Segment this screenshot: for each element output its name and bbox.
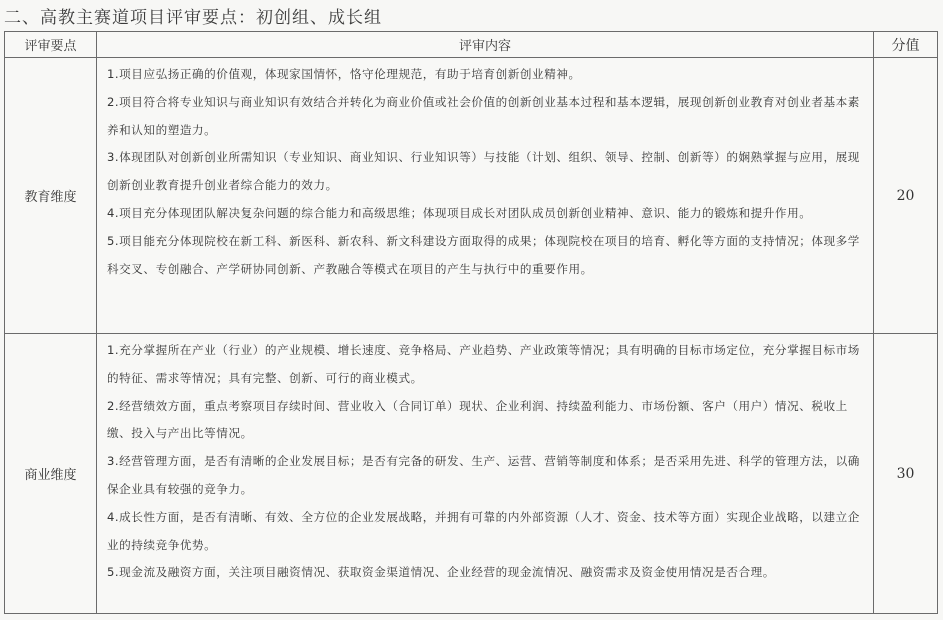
header-criteria: 评审要点	[5, 32, 97, 58]
criteria-item: 1.充分掌握所在产业（行业）的产业规模、增长速度、竞争格局、产业趋势、产业政策等情况；具有明确的目标市场定位，充分掌握目标市场的特征、需求等情况；具有完整、创新、可行的商业模式。	[107, 343, 860, 385]
criteria-item: 4.成长性方面，是否有清晰、有效、全方位的企业发展战略，并拥有可靠的内外部资源（人才、资金、技术等方面）实现企业战略，以建立企业的持续竞争优势。	[107, 509, 860, 552]
criteria-item: 4.项目充分体现团队解决复杂问题的综合能力和高级思维；体现项目成长对团队成员创新创业精神、意识、能力的锻炼和提升作用。	[107, 205, 812, 220]
section-heading: 二、高教主赛道项目评审要点：初创组、成长组	[4, 8, 382, 28]
table-header-row	[5, 32, 938, 58]
criteria-content	[97, 58, 874, 334]
header-content: 评审内容	[97, 32, 874, 58]
criteria-item: 3.体现团队对创新创业所需知识（专业知识、商业知识、行业知识等）与技能（计划、组织、领导、控制、创新等）的娴熟掌握与应用，展现创新创业教育提升创业者综合能力的效力。	[107, 150, 860, 193]
score-value: 30	[874, 334, 938, 614]
table-row-education	[5, 58, 938, 334]
criteria-item: 5.项目能充分体现院校在新工科、新医科、新农科、新文科建设方面取得的成果；体现院校在项目的培育、孵化等方面的支持情况；体现多学科交叉、专创融合、产学研协同创新、产教融合等模式在项目的产生与执行中的重要作用。	[107, 233, 860, 276]
criteria-item: 3.经营管理方面，是否有清晰的企业发展目标；是否有完备的研发、生产、运营、营销等制度和体系；是否采用先进、科学的管理方法，以确保企业具有较强的竞争力。	[107, 454, 860, 496]
evaluation-table	[4, 31, 938, 614]
criteria-item: 2.项目符合将专业知识与商业知识有效结合并转化为商业价值或社会价值的创新创业基本过程和基本逻辑，展现创新创业教育对创业者基本素养和认知的塑造力。	[107, 94, 860, 137]
dimension-label: 商业维度	[5, 334, 97, 614]
criteria-item: 1.项目应弘扬正确的价值观，体现家国情怀，恪守伦理规范，有助于培育创新创业精神。	[107, 67, 581, 81]
score-value: 20	[874, 58, 938, 334]
dimension-label: 教育维度	[5, 58, 97, 334]
criteria-item: 5.现金流及融资方面，关注项目融资情况、获取资金渠道情况、企业经营的现金流情况、融资需求及资金使用情况是否合理。	[107, 565, 775, 580]
criteria-item: 2.经营绩效方面，重点考察项目存续时间、营业收入（合同订单）现状、企业利润、持续盈利能力、市场份额、客户（用户）情况、税收上缴、投入与产出比等情况。	[107, 398, 848, 441]
header-score: 分值	[874, 32, 938, 58]
table-row-business	[5, 334, 938, 614]
criteria-content	[97, 334, 874, 614]
